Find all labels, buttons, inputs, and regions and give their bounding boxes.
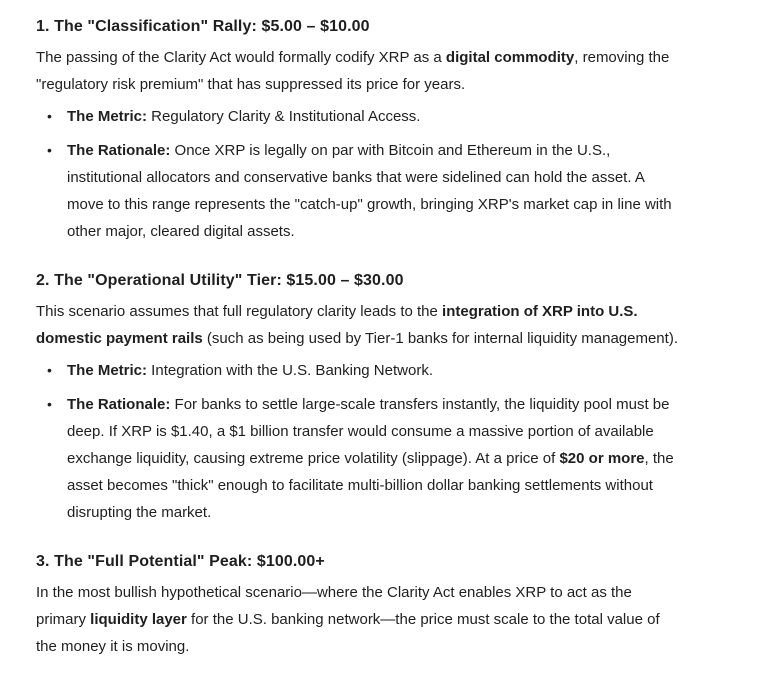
list-item (36, 137, 681, 245)
list-item (36, 103, 681, 130)
bullet-icon: • (47, 108, 52, 124)
section-heading: 3. The "Full Potential" Peak: $100.00+ (36, 553, 325, 570)
paragraph (36, 44, 681, 98)
text-run: This scenario assumes that full regulatory clarity leads to the (36, 303, 443, 320)
section-heading: 2. The "Operational Utility" Tier: $15.00 – $30.00 (36, 272, 404, 289)
text-run: , the asset becomes "thick" enough to facilitate multi-billion dollar banking settlements without disrupting the market. (67, 450, 674, 521)
bullet-icon: • (47, 396, 52, 412)
text-run: Regulatory Clarity & Institutional Access. (147, 108, 421, 125)
bullet-icon: • (47, 142, 52, 158)
paragraph (36, 298, 681, 352)
text-run: for the U.S. banking network—the price must scale to the total value of the money it is moving. (36, 611, 660, 655)
bold-text: digital commodity (445, 49, 575, 66)
paragraph (36, 579, 681, 660)
text-run: Once XRP is legally on par with Bitcoin and Ethereum in the U.S., institutional allocators and conservative banks that were sidelined can hold the asset. A move to this range represents the "catch-up" growth, bringing XRP's market cap in line with other major, cleared digital assets. (67, 142, 672, 240)
text-run: Integration with the U.S. Banking Network. (147, 362, 433, 379)
list-item (36, 357, 681, 384)
text-run: (such as being used by Tier-1 banks for internal liquidity management). (202, 330, 678, 347)
bold-text: integration of XRP into U.S. domestic payment rails (36, 303, 638, 347)
text-run: In the most bullish hypothetical scenario—where the Clarity Act enables XRP to act as the primary (36, 584, 632, 628)
bold-text: The Rationale: (67, 142, 171, 159)
section-heading: 1. The "Classification" Rally: $5.00 – $10.00 (36, 18, 370, 35)
bold-text: The Metric: (67, 108, 148, 125)
text-run: The passing of the Clarity Act would formally codify XRP as a (36, 49, 446, 66)
bullet-icon: • (47, 362, 52, 378)
text-run: , removing the "regulatory risk premium" that has suppressed its price for years. (36, 49, 670, 93)
bold-text: The Metric: (67, 362, 148, 379)
bold-text: The Rationale: (67, 396, 171, 413)
text-run: For banks to settle large-scale transfers instantly, the liquidity pool must be deep. If XRP is $1.40, a $1 billion transfer would consume a massive portion of available exchange liquidity, causing extreme price volatility (slippage). At a price of (67, 396, 670, 467)
bold-text: liquidity layer (90, 611, 187, 628)
bold-text: $20 or more (559, 450, 645, 467)
list-item (36, 391, 681, 526)
bullet-list (36, 103, 681, 245)
bullet-list (36, 357, 681, 526)
